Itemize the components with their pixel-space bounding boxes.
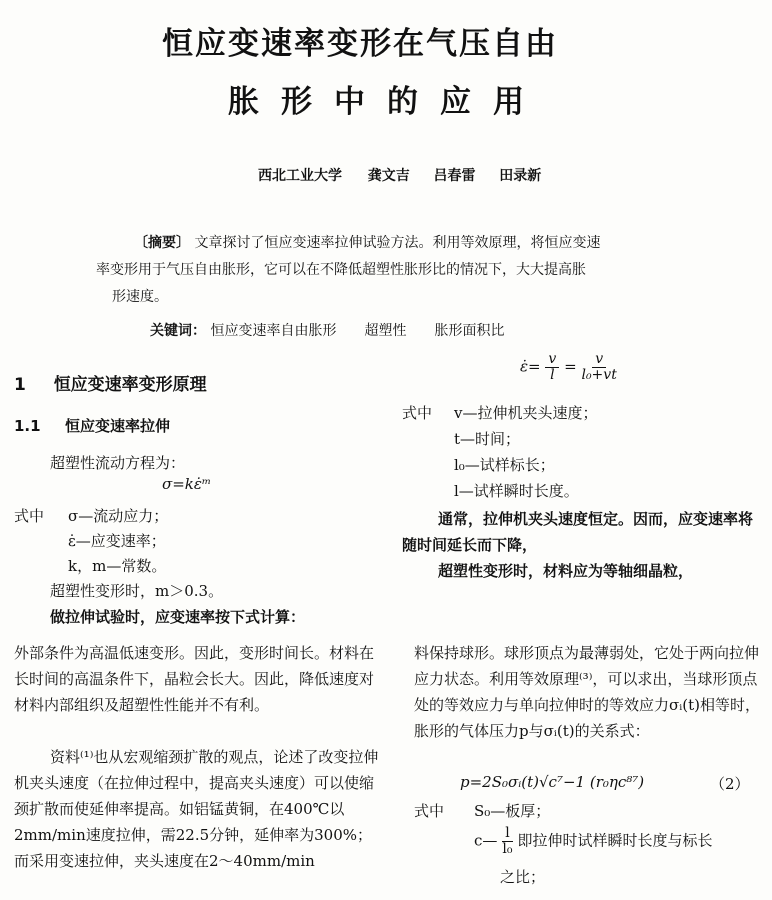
affiliation: 西北工业大学	[258, 168, 342, 184]
subsection-title: 恒应变速率拉伸	[65, 417, 171, 435]
fraction-numerator: l	[502, 826, 512, 842]
definition-v: v—拉伸机夹头速度；	[454, 404, 598, 422]
bottom-right-paragraph-1: 料保持球形。球形顶点为最薄弱处，它处于两向拉伸应力状态。利用等效原理⁽³⁾，可以求出，当球形顶点处的等效应力与单向拉伸时的等效应力σᵢ(t)相等时，胀形的气体压力p与σᵢ(t)的关系式：	[414, 644, 760, 740]
definition-c-continuation: 之比；	[500, 868, 546, 886]
where-label-bottom: 式中	[414, 802, 445, 820]
title-line-1: 恒应变速率变形在气压自由	[162, 26, 558, 62]
section-number: 1	[14, 375, 26, 395]
abstract-line-2: 率变形用于气压自由胀形，它可以在不降低超塑性胀形比的情况下，大大提高胀	[96, 262, 586, 278]
where-label-right: 式中	[402, 404, 433, 422]
bottom-left-paragraph-2: 资料⁽¹⁾也从宏观缩颈扩散的观点，论述了改变拉伸机夹头速度（在拉伸过程中，提高夹头速度）可以使缩颈扩散而使延伸率提高。如铝锰黄铜，在400℃以2mm/min速度拉伸，需22.5分钟，延伸率为300%；而采用变速拉伸，夹头速度在2～40mm/min	[14, 748, 379, 870]
where-label-left: 式中	[14, 507, 45, 525]
keywords-label: 关键词：	[150, 323, 206, 339]
definition-strain-rate: ε̇—应变速率；	[68, 532, 166, 550]
fraction	[502, 826, 512, 857]
strain-rate-equation	[520, 352, 617, 383]
fraction-denominator: l	[550, 367, 555, 383]
definition-c-prefix: c—	[474, 831, 498, 850]
eq-lhs: ε̇=	[520, 357, 541, 376]
fraction	[581, 352, 616, 383]
section-title: 恒应变速率变形原理	[53, 375, 207, 395]
keywords-items: 恒应变速率自由胀形 超塑性 胀形面积比	[210, 323, 505, 339]
eq-equals: =	[564, 357, 577, 376]
subsection-number: 1.1	[14, 417, 41, 435]
definition-k-m: k，m—常数。	[68, 557, 167, 575]
fraction-denominator: l₀+vt	[581, 367, 617, 383]
definition-l0: l₀—试样标长；	[454, 456, 555, 474]
pressure-equation: p=2S₀σᵢ(t)√c⁷−1 (r₀ηc⁸⁷)	[460, 773, 645, 791]
author-name: 吕春雷	[433, 168, 476, 184]
title-line-2: 胀形中的应用	[228, 84, 546, 120]
eq-intro: 超塑性流动方程为：	[50, 454, 186, 472]
definition-sigma: σ—流动应力；	[68, 507, 169, 525]
equation-number: （2）	[710, 775, 750, 793]
abstract-label: 〔摘要〕	[134, 235, 190, 251]
definition-l: l—试样瞬时长度。	[454, 482, 579, 500]
author-name: 田录新	[499, 168, 542, 184]
definition-c-text: 即拉伸时试样瞬时长度与标长	[517, 831, 713, 850]
test-rate-line: 做拉伸试验时，应变速率按下式计算：	[50, 608, 306, 626]
fraction-numerator: v	[592, 352, 606, 368]
subsection-heading	[14, 415, 170, 436]
abstract-line-3: 形速度。	[112, 289, 168, 305]
fraction-denominator: l₀	[502, 841, 513, 857]
author-line	[258, 165, 541, 185]
keywords-line	[150, 320, 504, 340]
right-paragraph-1: 通常，拉伸机夹头速度恒定。因而，应变速率将随时间延长而下降，	[402, 510, 754, 554]
fraction	[545, 352, 559, 383]
fraction-numerator: v	[545, 352, 559, 368]
abstract-text: 文章探讨了恒应变速率拉伸试验方法。利用等效原理，将恒应变速	[194, 235, 601, 251]
author-name: 龚文吉	[367, 168, 410, 184]
definition-c	[474, 826, 712, 857]
definition-t: t—时间；	[454, 430, 521, 448]
abstract-line-1	[134, 230, 600, 257]
m-condition: 超塑性变形时，m＞0.3。	[50, 582, 224, 600]
definition-s0: S₀—板厚；	[474, 802, 551, 820]
right-paragraph-2: 超塑性变形时，材料应为等轴细晶粒，	[438, 562, 694, 580]
bottom-left-paragraph-1: 外部条件为高温低速变形。因此，变形时间长。材料在长时间的高温条件下，晶粒会长大。因此，降低速度对材料内部组织及超塑性性能并不有利。	[14, 644, 375, 714]
flow-equation: σ=kε̇ᵐ	[162, 475, 212, 493]
section-heading	[14, 370, 207, 395]
